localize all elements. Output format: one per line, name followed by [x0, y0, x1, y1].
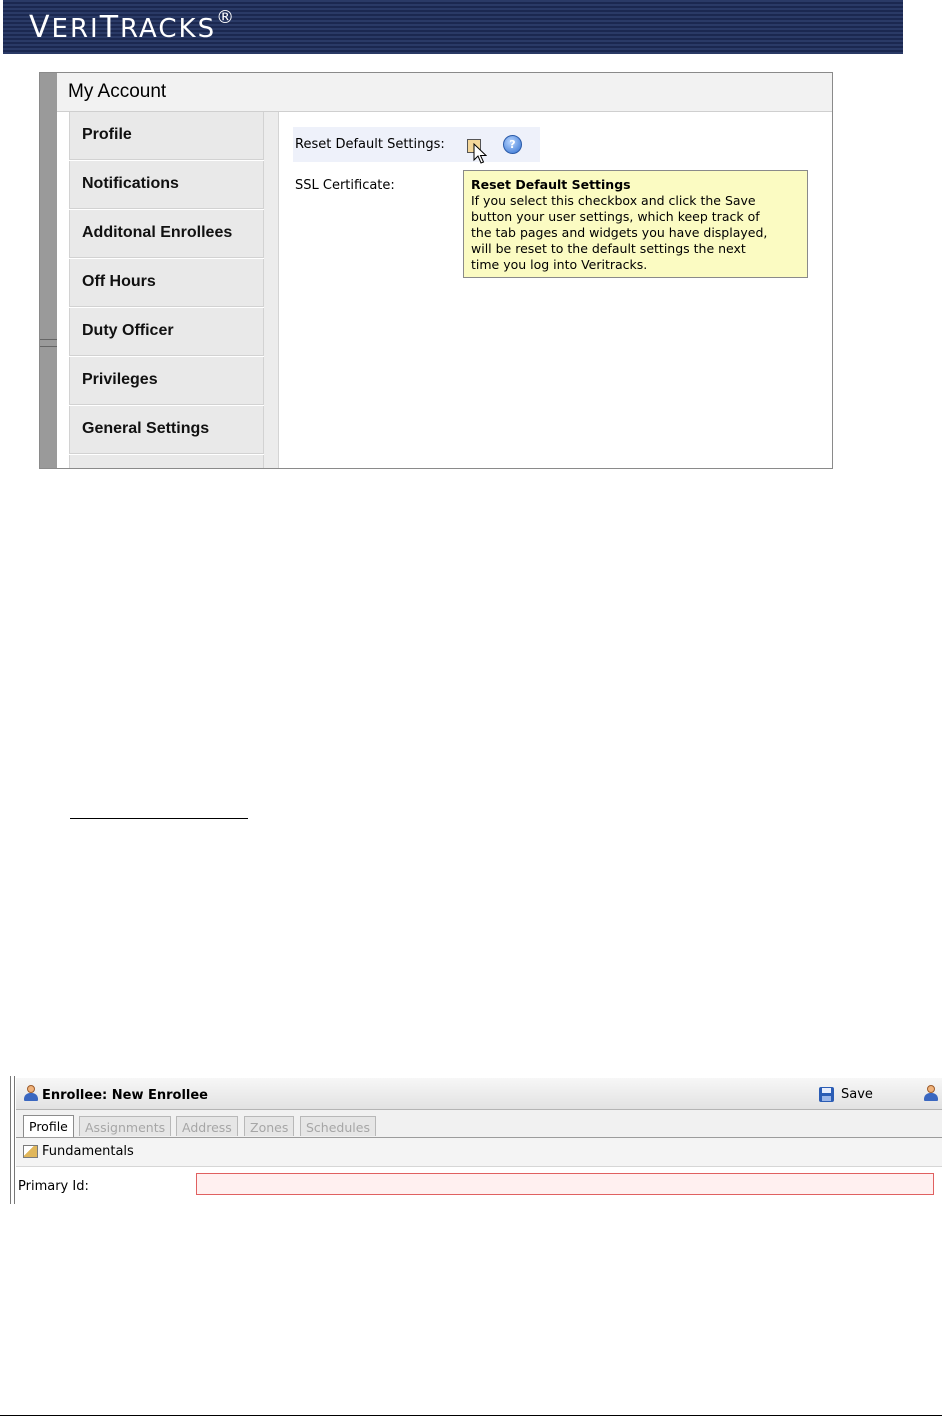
- reset-default-row: [293, 127, 540, 162]
- help-icon[interactable]: ?: [503, 135, 522, 154]
- tab-zones[interactable]: Zones: [244, 1116, 294, 1136]
- page-bottom-rule: [0, 1415, 942, 1416]
- enrollee-person-icon: [24, 1085, 38, 1101]
- underline-divider: [70, 818, 248, 819]
- veritracks-logo: VERITRACKS®: [29, 7, 237, 45]
- tab-schedules[interactable]: Schedules: [300, 1116, 376, 1136]
- nav-item-privileges[interactable]: Privileges: [69, 357, 264, 405]
- tooltip-line: If you select this checkbox and click the Save: [471, 193, 756, 208]
- account-title-bar: [57, 73, 832, 112]
- enrollee-panel: [10, 1076, 942, 1204]
- nav-item-general-settings[interactable]: General Settings: [69, 406, 264, 454]
- mouse-pointer-icon: [473, 143, 487, 165]
- nav-item-next[interactable]: [69, 455, 264, 469]
- primary-id-label: Primary Id:: [18, 1179, 89, 1194]
- tooltip-line: will be reset to the default settings the next: [471, 241, 746, 256]
- section-title: Fundamentals: [42, 1144, 134, 1159]
- tooltip-line: the tab pages and widgets you have displayed,: [471, 225, 768, 240]
- nav-divider: [264, 112, 279, 468]
- settings-content: [279, 112, 832, 468]
- panel-splitter-left[interactable]: [10, 1076, 15, 1204]
- nav-item-profile[interactable]: Profile: [69, 112, 264, 160]
- nav-item-notifications[interactable]: Notifications: [69, 161, 264, 209]
- primary-id-input[interactable]: [196, 1173, 934, 1195]
- floppy-disk-icon: [819, 1087, 834, 1102]
- splitter-grip-icon[interactable]: [40, 339, 57, 347]
- panel-splitter[interactable]: [40, 73, 57, 468]
- my-account-panel: [39, 72, 833, 469]
- enrollee-header: [16, 1078, 942, 1110]
- tab-address[interactable]: Address: [176, 1116, 238, 1136]
- primary-id-row: [16, 1167, 942, 1201]
- ssl-certificate-label: SSL Certificate:: [295, 178, 395, 193]
- edit-form-icon: [23, 1145, 38, 1158]
- page-title: My Account: [68, 81, 167, 102]
- nav-item-duty-officer[interactable]: Duty Officer: [69, 308, 264, 356]
- fundamentals-section-header[interactable]: [16, 1138, 942, 1167]
- nav-item-off-hours[interactable]: Off Hours: [69, 259, 264, 307]
- tab-profile[interactable]: Profile: [23, 1115, 74, 1137]
- tooltip-title: Reset Default Settings: [471, 177, 631, 192]
- nav-item-additional-enrollees[interactable]: Additonal Enrollees: [69, 210, 264, 258]
- veritracks-banner: [3, 0, 903, 54]
- enrollee-title: Enrollee: New Enrollee: [42, 1088, 209, 1103]
- reset-default-label: Reset Default Settings:: [295, 137, 445, 152]
- tooltip-line: button your user settings, which keep track of: [471, 209, 760, 224]
- enrollee-tabs: [16, 1110, 942, 1138]
- tab-assignments[interactable]: Assignments: [79, 1116, 171, 1136]
- help-tooltip: [463, 170, 808, 278]
- tooltip-line: time you log into Veritracks.: [471, 257, 648, 272]
- add-enrollee-icon[interactable]: [924, 1085, 938, 1101]
- save-label: Save: [841, 1087, 873, 1102]
- account-nav: [69, 112, 264, 468]
